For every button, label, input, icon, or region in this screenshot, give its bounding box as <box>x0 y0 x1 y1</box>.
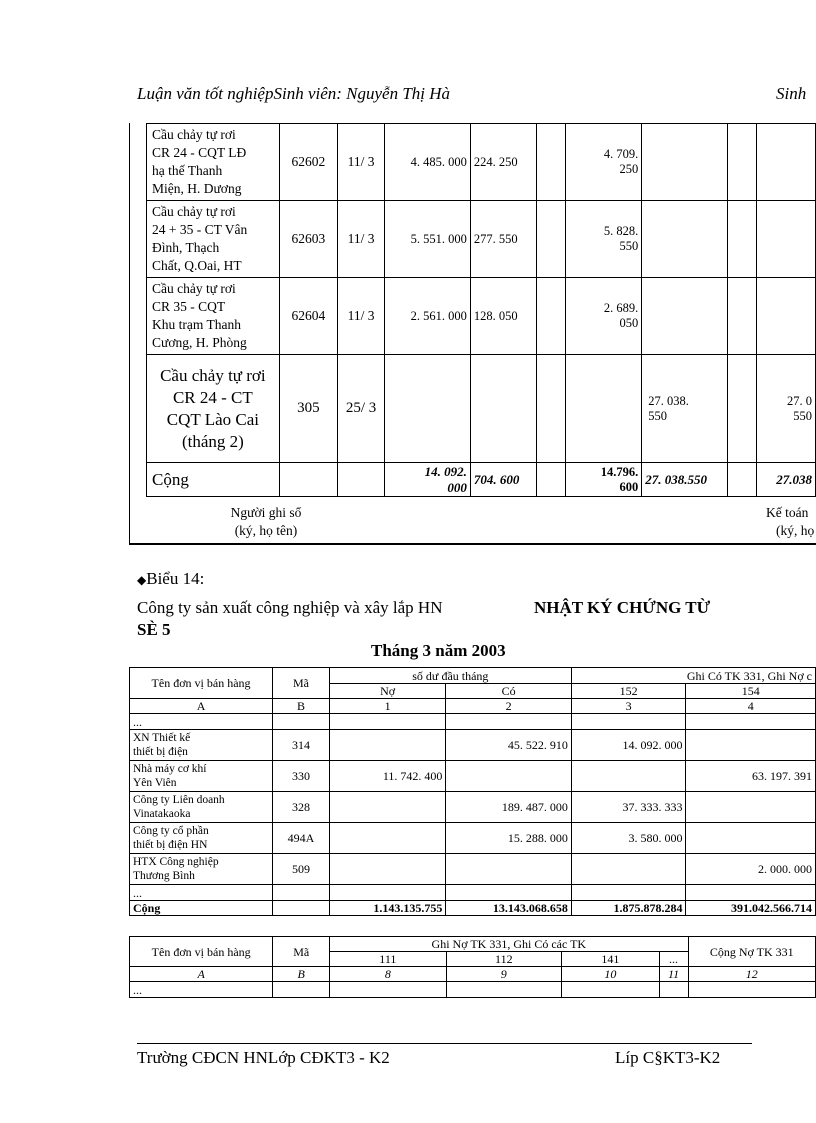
voucher-date: 11/ 3 <box>338 278 385 355</box>
col-header-code: Mã <box>273 937 330 967</box>
voucher-date: 11/ 3 <box>338 201 385 278</box>
credit-154 <box>686 730 816 761</box>
total-row <box>130 901 816 916</box>
credit-152: 14. 092. 000 <box>571 730 686 761</box>
index-cell: A <box>130 699 273 714</box>
col-header-code: Mã <box>273 668 330 699</box>
voucher-code: 62602 <box>279 124 337 201</box>
journal-table-debit <box>129 936 816 998</box>
opening-debit <box>329 823 446 854</box>
voucher-col-7 <box>756 201 815 278</box>
voucher-col-5 <box>642 278 728 355</box>
cell-line: Cầu chảy tự rơi <box>152 204 236 219</box>
page-header-left: Luận văn tốt nghiệpSinh viên: Nguyễn Thị Hà <box>137 84 451 103</box>
supplier-row <box>130 854 816 885</box>
empty-cell <box>279 463 337 497</box>
opening-debit <box>329 792 446 823</box>
supplier-code: 314 <box>273 730 330 761</box>
total-152: 1.875.878.284 <box>571 901 686 916</box>
voucher-col-5 <box>642 355 728 463</box>
voucher-total-row <box>147 463 816 497</box>
credit-154 <box>686 823 816 854</box>
col-header-total-debit: Cộng Nợ TK 331 <box>688 937 815 967</box>
supplier-name <box>130 761 273 792</box>
cell-line: Khu trạm Thanh <box>152 317 241 332</box>
cell-line: Chất, Q.Oai, HT <box>152 258 242 273</box>
cell-line: 24 + 35 - CT Vân <box>152 222 248 237</box>
index-cell: B <box>273 967 330 982</box>
credit-152: 3. 580. 000 <box>571 823 686 854</box>
voucher-amount: 4. 485. 000 <box>385 124 471 201</box>
signature-accountant-title: Kế toán <box>766 505 809 520</box>
voucher-amount <box>385 355 471 463</box>
cell-line: CQT Lào Cai <box>166 409 259 429</box>
voucher-vat <box>470 355 537 463</box>
footer-left: Trường CĐCN HNLớp CĐKT3 - K2 <box>137 1048 390 1067</box>
voucher-total <box>565 278 642 355</box>
voucher-row <box>147 355 816 463</box>
cell-line: 250 <box>619 162 639 176</box>
credit-154 <box>686 792 816 823</box>
total-154: 391.042.566.714 <box>686 901 816 916</box>
cell-line: Thương Bình <box>133 870 195 882</box>
cell-line: 550 <box>793 408 812 423</box>
diamond-bullet-icon: ◆ <box>137 573 147 587</box>
cell-line: 14. 092. <box>424 463 467 479</box>
voucher-col-7 <box>756 355 815 463</box>
voucher-code: 305 <box>279 355 337 463</box>
voucher-row <box>147 278 816 355</box>
index-cell: 8 <box>330 967 446 982</box>
empty-cell <box>728 278 756 355</box>
col-header-name: Tên đơn vị bán hàng <box>130 937 273 967</box>
footer-rule <box>137 1043 752 1044</box>
section-label-text: Biểu 14: <box>146 569 205 588</box>
cell-line: Nhà máy cơ khí <box>133 763 207 775</box>
cell-line: Đình, Thạch <box>152 240 220 255</box>
journal-title: NHẬT KÝ CHỨNG TỪ <box>534 598 711 617</box>
voucher-description <box>147 201 280 278</box>
opening-debit <box>329 854 446 885</box>
col-header-credit: Ghi Có TK 331, Ghi Nợ c <box>571 668 815 684</box>
cell-line: 600 <box>619 479 639 494</box>
opening-credit: 189. 487. 000 <box>446 792 572 823</box>
company-name-line2: SÈ 5 <box>137 620 171 639</box>
total-debit: 1.143.135.755 <box>329 901 446 916</box>
supplier-code: 328 <box>273 792 330 823</box>
ellipsis-cell: ... <box>130 982 273 998</box>
ellipsis-row <box>130 714 816 730</box>
voucher-description <box>147 124 280 201</box>
empty-cell <box>537 278 565 355</box>
empty-cell <box>728 463 756 497</box>
cell-line: (tháng 2) <box>181 431 244 451</box>
cell-line: 27. 0 <box>787 393 812 408</box>
supplier-row <box>130 823 816 854</box>
voucher-code: 62603 <box>279 201 337 278</box>
cell-line: Cầu chảy tự rơi <box>160 365 266 385</box>
company-name: Công ty sản xuất công nghiệp và xây lắp HN <box>137 598 443 617</box>
total-label: Cộng <box>147 463 280 497</box>
col-header-opening: số dư đầu tháng <box>329 668 571 684</box>
index-cell: 2 <box>446 699 572 714</box>
opening-debit <box>329 730 446 761</box>
voucher-date: 25/ 3 <box>338 355 385 463</box>
voucher-amount: 2. 561. 000 <box>385 278 471 355</box>
voucher-vat: 224. 250 <box>470 124 537 201</box>
ellipsis-cell: ... <box>130 714 273 730</box>
empty-cell <box>728 355 756 463</box>
index-cell: 4 <box>686 699 816 714</box>
index-cell: 9 <box>446 967 561 982</box>
cell-line: 050 <box>619 316 639 330</box>
voucher-col-7 <box>756 278 815 355</box>
voucher-total <box>565 201 642 278</box>
col-header-debit: Nợ <box>329 684 446 699</box>
supplier-row <box>130 792 816 823</box>
section-divider <box>129 544 816 545</box>
col-header-152: 152 <box>571 684 686 699</box>
voucher-col-5 <box>642 124 728 201</box>
col-header-name: Tên đơn vị bán hàng <box>130 668 273 699</box>
col-header-112: 112 <box>446 952 561 967</box>
cell-line: thiết bị điện HN <box>133 839 208 851</box>
supplier-code: 494A <box>273 823 330 854</box>
total-col-5: 27. 038.550 <box>642 463 728 497</box>
empty-cell <box>537 201 565 278</box>
supplier-row <box>130 761 816 792</box>
credit-154: 63. 197. 391 <box>686 761 816 792</box>
cell-line: Miện, H. Dương <box>152 181 242 196</box>
section-label <box>137 569 204 589</box>
supplier-code: 330 <box>273 761 330 792</box>
journal-period: Tháng 3 năm 2003 <box>371 641 506 660</box>
cell-line: 4. 709. <box>603 147 639 161</box>
col-header-111: 111 <box>330 952 446 967</box>
voucher-row <box>147 124 816 201</box>
page-header-right: Sinh <box>776 84 807 103</box>
journal-table-credit <box>129 667 816 916</box>
signature-recorder <box>221 505 311 539</box>
index-cell: 1 <box>329 699 446 714</box>
index-row <box>130 699 816 714</box>
signature-accountant <box>766 505 814 539</box>
cell-line: Cương, H. Phòng <box>152 335 247 350</box>
cell-line: CR 24 - CT <box>172 387 253 407</box>
opening-debit: 11. 742. 400 <box>329 761 446 792</box>
col-header-dots: ... <box>659 952 688 967</box>
voucher-description <box>147 355 280 463</box>
cell-line: Vinatakaoka <box>133 808 191 820</box>
voucher-total <box>565 124 642 201</box>
supplier-name <box>130 792 273 823</box>
cell-line: Công ty cổ phần <box>133 825 209 837</box>
cell-line: HTX Công nghiệp <box>133 856 219 868</box>
cell-line: Cầu chảy tự rơi <box>152 281 236 296</box>
signature-recorder-sub: (ký, họ tên) <box>234 523 298 538</box>
total-credit: 13.143.068.658 <box>446 901 572 916</box>
voucher-vat: 277. 550 <box>470 201 537 278</box>
cell-line: Công ty Liên doanh <box>133 794 225 806</box>
supplier-code: 509 <box>273 854 330 885</box>
credit-152 <box>571 761 686 792</box>
empty-cell <box>728 201 756 278</box>
total-amount <box>385 463 471 497</box>
signature-recorder-title: Người ghi sổ <box>230 505 302 520</box>
cell-line: 2. 689. <box>603 301 639 315</box>
cell-line: CR 24 - CQT LĐ <box>152 145 247 160</box>
credit-152 <box>571 854 686 885</box>
credit-152: 37. 333. 333 <box>571 792 686 823</box>
cell-line: 000 <box>447 479 467 495</box>
cell-line: Yên Viên <box>133 777 177 789</box>
index-row <box>130 967 816 982</box>
cell-line: hạ thế Thanh <box>152 163 223 178</box>
cell-line: XN Thiết kế <box>133 732 191 744</box>
index-cell: 10 <box>562 967 660 982</box>
voucher-col-5 <box>642 201 728 278</box>
col-header-debit-group: Ghi Nợ TK 331, Ghi Có các TK <box>330 937 688 952</box>
ellipsis-cell: ... <box>130 885 273 901</box>
supplier-row <box>130 730 816 761</box>
supplier-name <box>130 854 273 885</box>
col-header-credit-balance: Có <box>446 684 572 699</box>
cell-line: thiết bị điện <box>133 746 188 758</box>
col-header-141: 141 <box>562 952 660 967</box>
index-cell: 12 <box>688 967 815 982</box>
cell-line: CR 35 - CQT <box>152 299 226 314</box>
index-cell: B <box>273 699 330 714</box>
opening-credit: 45. 522. 910 <box>446 730 572 761</box>
total-col-7: 27.038 <box>756 463 815 497</box>
voucher-row <box>147 201 816 278</box>
opening-credit <box>446 854 572 885</box>
voucher-code: 62604 <box>279 278 337 355</box>
supplier-name <box>130 730 273 761</box>
voucher-amount: 5. 551. 000 <box>385 201 471 278</box>
cell-line: 5. 828. <box>603 224 639 238</box>
empty-cell <box>728 124 756 201</box>
cell-line: 27. 038. <box>648 393 689 408</box>
footer-right: Líp C§KT3-K2 <box>615 1048 721 1067</box>
opening-credit: 15. 288. 000 <box>446 823 572 854</box>
ellipsis-row <box>130 885 816 901</box>
index-cell: A <box>130 967 273 982</box>
total-vat: 704. 600 <box>470 463 537 497</box>
credit-154: 2. 000. 000 <box>686 854 816 885</box>
opening-credit <box>446 761 572 792</box>
col-header-154: 154 <box>686 684 816 699</box>
empty-cell <box>338 463 385 497</box>
signature-accountant-sub: (ký, họ <box>776 523 815 538</box>
index-cell: 3 <box>571 699 686 714</box>
cell-line: Cầu chảy tự rơi <box>152 127 236 142</box>
voucher-vat: 128. 050 <box>470 278 537 355</box>
index-cell: 11 <box>659 967 688 982</box>
empty-cell <box>537 463 565 497</box>
voucher-date: 11/ 3 <box>338 124 385 201</box>
voucher-table <box>146 123 816 497</box>
total-label: Cộng <box>130 901 273 916</box>
ellipsis-row <box>130 982 816 998</box>
cell-line: 14.796. <box>600 464 639 479</box>
supplier-name <box>130 823 273 854</box>
empty-cell <box>537 355 565 463</box>
cell-line: 550 <box>619 239 639 253</box>
voucher-col-7 <box>756 124 815 201</box>
voucher-total <box>565 355 642 463</box>
total-sum <box>565 463 642 497</box>
empty-cell <box>537 124 565 201</box>
voucher-description <box>147 278 280 355</box>
cell-line: 550 <box>648 408 667 423</box>
